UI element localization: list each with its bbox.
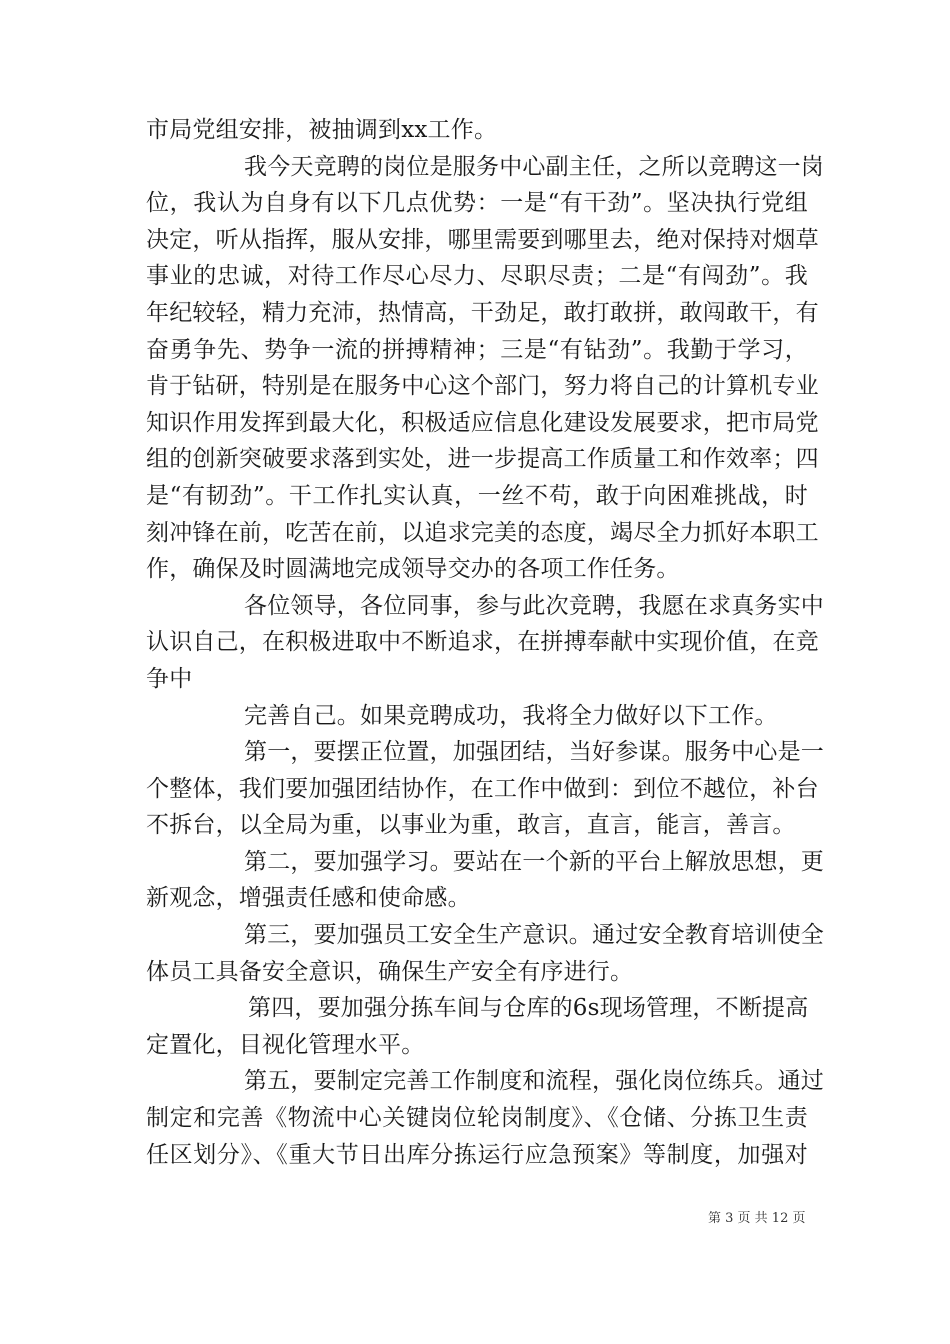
text-line: 体员工具备安全意识，确保生产安全有序进行。 xyxy=(146,958,634,985)
text-line: 制定和完善《物流中心关键岗位轮岗制度》、《仓储、分拣卫生责 xyxy=(146,1105,808,1132)
text-line: 争中 xyxy=(146,665,193,692)
text-line: 各位领导，各位同事，参与此次竞聘，我愿在求真务实中 xyxy=(244,592,824,619)
text-line: 作，确保及时圆满地完成领导交办的各项工作任务。 xyxy=(146,556,680,583)
page-number: 第 3 页 共 12 页 xyxy=(708,1211,806,1226)
text-line: 事业的忠诚，对待工作尽心尽力、尽职尽责；二是“有闯劲”。我 xyxy=(146,263,808,290)
text-line: 组的创新突破要求落到实处，进一步提高工作质量工和作效率；四 xyxy=(146,446,819,473)
text-line: 我今天竞聘的岗位是服务中心副主任，之所以竞聘这一岗 xyxy=(244,153,824,180)
text-line: 认识自己，在积极进取中不断追求，在拼搏奉献中实现价值，在竞 xyxy=(146,629,819,656)
text-line: 第四，要加强分拣车间与仓库的6s现场管理，不断提高 xyxy=(248,995,809,1022)
text-line: 第一，要摆正位置，加强团结，当好参谋。服务中心是一 xyxy=(244,739,824,766)
text-line: 新观念，增强责任感和使命感。 xyxy=(146,885,471,912)
text-line: 肯于钻研，特别是在服务中心这个部门，努力将自己的计算机专业 xyxy=(146,373,819,400)
text-line: 知识作用发挥到最大化，积极适应信息化建设发展要求，把市局党 xyxy=(146,409,819,436)
text-line: 决定，听从指挥，服从安排，哪里需要到哪里去，绝对保持对烟草 xyxy=(146,226,819,253)
text-line: 年纪较轻，精力充沛，热情高，干劲足，敢打敢拼，敢闯敢干，有 xyxy=(146,299,819,326)
text-line: 是“有韧劲”。干工作扎实认真，一丝不苟，敢于向困难挑战，时 xyxy=(146,482,808,509)
text-line: 市局党组安排，被抽调到xx工作。 xyxy=(146,117,498,143)
text-line: 个整体，我们要加强团结协作，在工作中做到：到位不越位，补台 xyxy=(146,775,819,802)
text-line: 第二，要加强学习。要站在一个新的平台上解放思想，更 xyxy=(244,848,824,875)
document-body xyxy=(146,112,824,1173)
text-line: 定置化，目视化管理水平。 xyxy=(146,1031,425,1058)
text-line: 第三，要加强员工安全生产意识。通过安全教育培训使全 xyxy=(244,922,824,949)
text-line: 第五，要制定完善工作制度和流程，强化岗位练兵。通过 xyxy=(244,1068,824,1095)
text-line: 任区划分》、《重大节日出库分拣运行应急预案》等制度，加强对 xyxy=(146,1141,808,1168)
text-line: 刻冲锋在前，吃苦在前，以追求完美的态度，竭尽全力抓好本职工 xyxy=(146,519,819,546)
text-line: 位，我认为自身有以下几点优势：一是“有干劲”。坚决执行党组 xyxy=(146,190,808,217)
text-line: 不拆台，以全局为重，以事业为重，敢言，直言，能言，善言。 xyxy=(146,812,796,839)
text-line: 完善自己。如果竞聘成功，我将全力做好以下工作。 xyxy=(244,702,778,729)
text-line: 奋勇争先、势争一流的拼搏精神；三是“有钻劲”。我勤于学习， xyxy=(146,336,808,363)
